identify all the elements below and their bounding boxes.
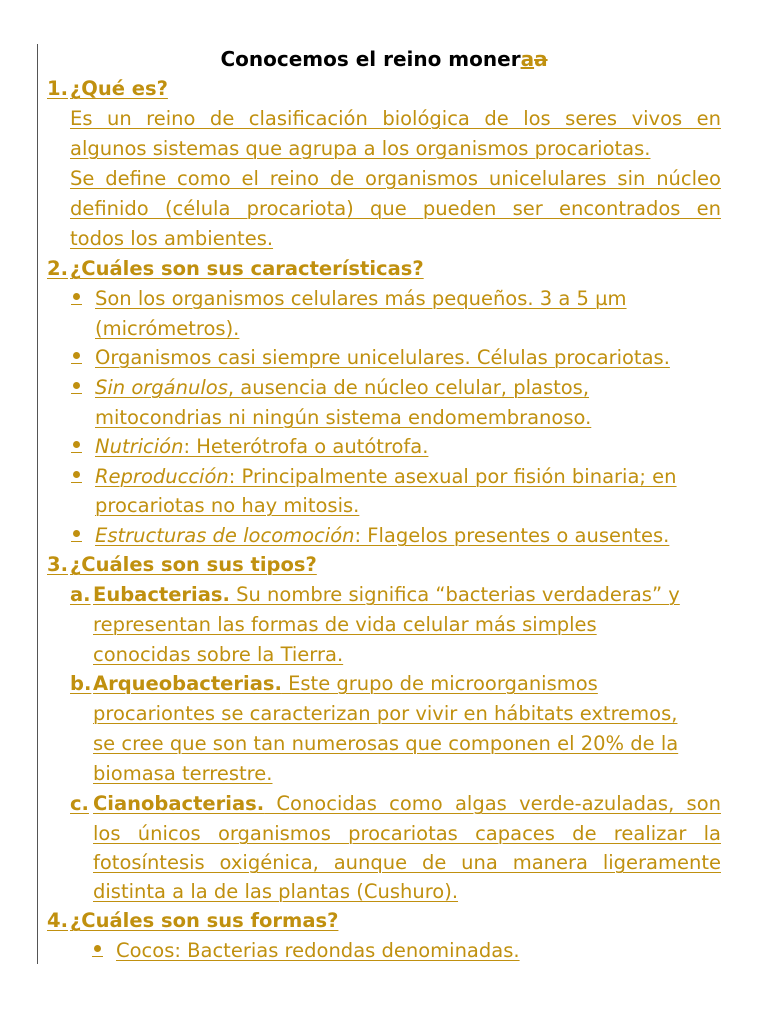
item-text: Este grupo de microorganismos (281, 672, 598, 695)
list-item-line: conocidas sobre la Tierra. (93, 643, 344, 666)
list-item-line: mitocondrias ni ningún sistema endomembranoso. (95, 406, 592, 429)
bullet-icon (73, 471, 80, 478)
item-lead: Cianobacterias. (93, 792, 265, 815)
section-heading: ¿Cuáles son sus características? (70, 257, 424, 280)
list-item-line (93, 580, 680, 610)
item-lead: Nutrición (95, 435, 184, 458)
bullet-icon (73, 352, 80, 359)
paragraph-line: definido (célula procariota) que pueden ser encontrados en (70, 197, 721, 220)
list-item-line: distinta a la de las plantas (Cushuro). (93, 880, 459, 903)
list-item-line (95, 462, 677, 492)
list-letter: b. (70, 672, 92, 695)
list-item-line (95, 521, 669, 551)
item-lead: Sin orgánulos (95, 376, 228, 399)
item-text: Su nombre significa “bacterias verdaderas” y (229, 583, 680, 606)
paragraph-line: Se define como el reino de organismos unicelulares sin núcleo (70, 167, 721, 190)
item-lead: Eubacterias. (93, 583, 230, 606)
item-text: : Principalmente asexual por fisión binaria; en (228, 465, 677, 488)
list-item-line: procariontes se caracterizan por vivir en hábitats extremos, (93, 702, 678, 725)
list-item-line: biomasa terrestre. (93, 762, 273, 785)
list-item-line (93, 669, 598, 699)
bullet-icon (94, 945, 101, 952)
bullet-icon (73, 382, 80, 389)
section-number: 4. (47, 909, 68, 932)
list-item-line (95, 432, 428, 462)
list-letter: c. (70, 792, 89, 815)
list-item-line: fotosíntesis oxigénica, aunque de una manera ligeramente (93, 851, 721, 874)
title-deleted-char: a (534, 47, 548, 71)
item-lead: Estructuras de locomoción (95, 524, 355, 547)
bullet-icon (73, 530, 80, 537)
item-text: Conocidas como algas verde-azuladas, son (264, 792, 721, 815)
section-number: 2. (47, 257, 68, 280)
item-lead: Reproducción (95, 465, 229, 488)
list-item-line: Son los organismos celulares más pequeños. 3 a 5 µm (95, 287, 627, 310)
list-letter: a. (70, 583, 91, 606)
title-inserted-char: a (520, 47, 535, 71)
list-item-line (93, 789, 721, 819)
item-text: , ausencia de núcleo celular, plastos, (227, 376, 590, 399)
title-text: Conocemos el reino moner (220, 47, 521, 71)
paragraph-line: todos los ambientes. (70, 227, 274, 250)
left-margin-line (37, 44, 38, 964)
item-text: : Flagelos presentes o ausentes. (354, 524, 670, 547)
section-heading: ¿Cuáles son sus tipos? (70, 553, 317, 576)
item-lead: Arqueobacterias. (93, 672, 282, 695)
list-item-line (95, 373, 589, 403)
section-heading: ¿Cuáles son sus formas? (70, 909, 339, 932)
document-title (0, 45, 768, 73)
section-number: 1. (47, 77, 68, 100)
list-item-line: procariotas no hay mitosis. (95, 494, 360, 517)
list-item-line: se cree que son tan numerosas que componen el 20% de la (93, 732, 679, 755)
list-item-line: (micrómetros). (95, 317, 240, 340)
list-item-line: representan las formas de vida celular más simples (93, 613, 597, 636)
section-heading: ¿Qué es? (70, 77, 168, 100)
paragraph-line: Es un reino de clasificación biológica de los seres vivos en (70, 107, 721, 130)
bullet-icon (73, 293, 80, 300)
paragraph-line: algunos sistemas que agrupa a los organismos procariotas. (70, 137, 651, 160)
list-item-line: Cocos: Bacterias redondas denominadas. (116, 939, 520, 962)
list-item-line: los únicos organismos procariotas capaces de realizar la (93, 822, 721, 845)
section-number: 3. (47, 553, 68, 576)
bullet-icon (73, 441, 80, 448)
list-item-line: Organismos casi siempre unicelulares. Células procariotas. (95, 346, 670, 369)
item-text: : Heterótrofa o autótrofa. (183, 435, 429, 458)
